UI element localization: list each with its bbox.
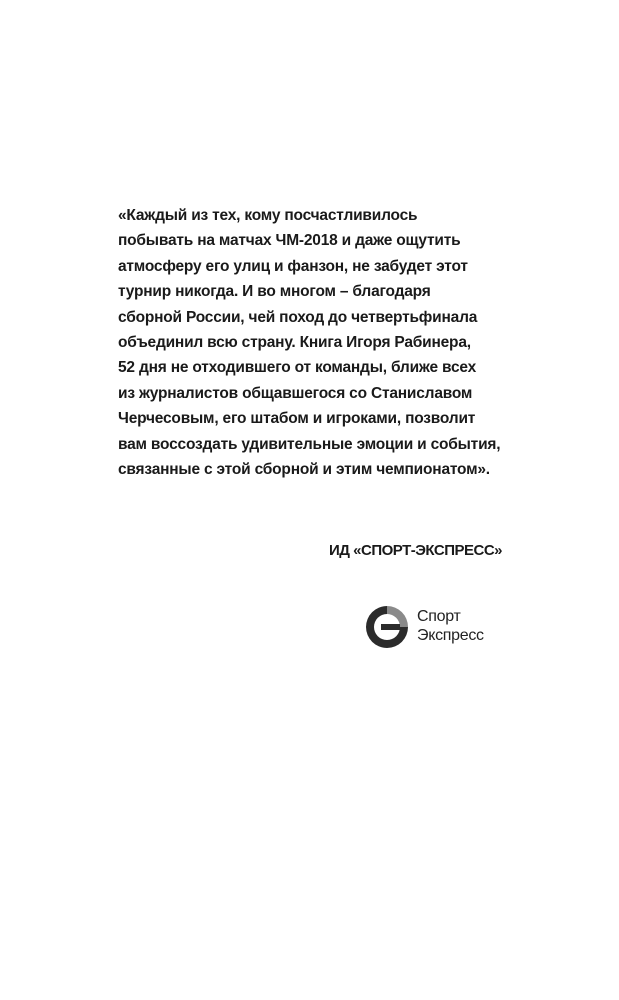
sport-express-logo [364,604,504,662]
blurb-quote [118,203,518,482]
quote-line: связанные с этой сборной и этим чемпионатом». [118,461,490,479]
logo-word-express: Экспресс [417,627,484,644]
quote-line: объединил всю страну. Книга Игоря Рабинера, [118,334,471,352]
quote-line: 52 дня не отходившего от команды, ближе всех [118,359,477,377]
publisher-attribution: ИД «СПОРТ-ЭКСПРЕСС» [329,542,502,559]
quote-line: атмосферу его улиц и фанзон, не забудет этот [118,257,468,275]
logo-word-sport: Спорт [417,608,461,625]
quote-line: из журналистов общавшегося со Станиславом [118,384,473,402]
logo-wordmark [417,607,484,645]
quote-line: турнир никогда. И во многом – благодаря [118,283,431,301]
quote-line: сборной России, чей поход до четвертьфинала [118,308,478,326]
quote-line: вам воссоздать удивительные эмоции и события, [118,435,501,453]
quote-line: Черчесовым, его штабом и игроками, позволит [118,410,476,428]
quote-line: «Каждый из тех, кому посчастливилось [118,207,418,224]
quote-line: побывать на матчах ЧМ-2018 и даже ощутить [118,232,461,250]
sport-express-logo-icon [364,604,410,650]
